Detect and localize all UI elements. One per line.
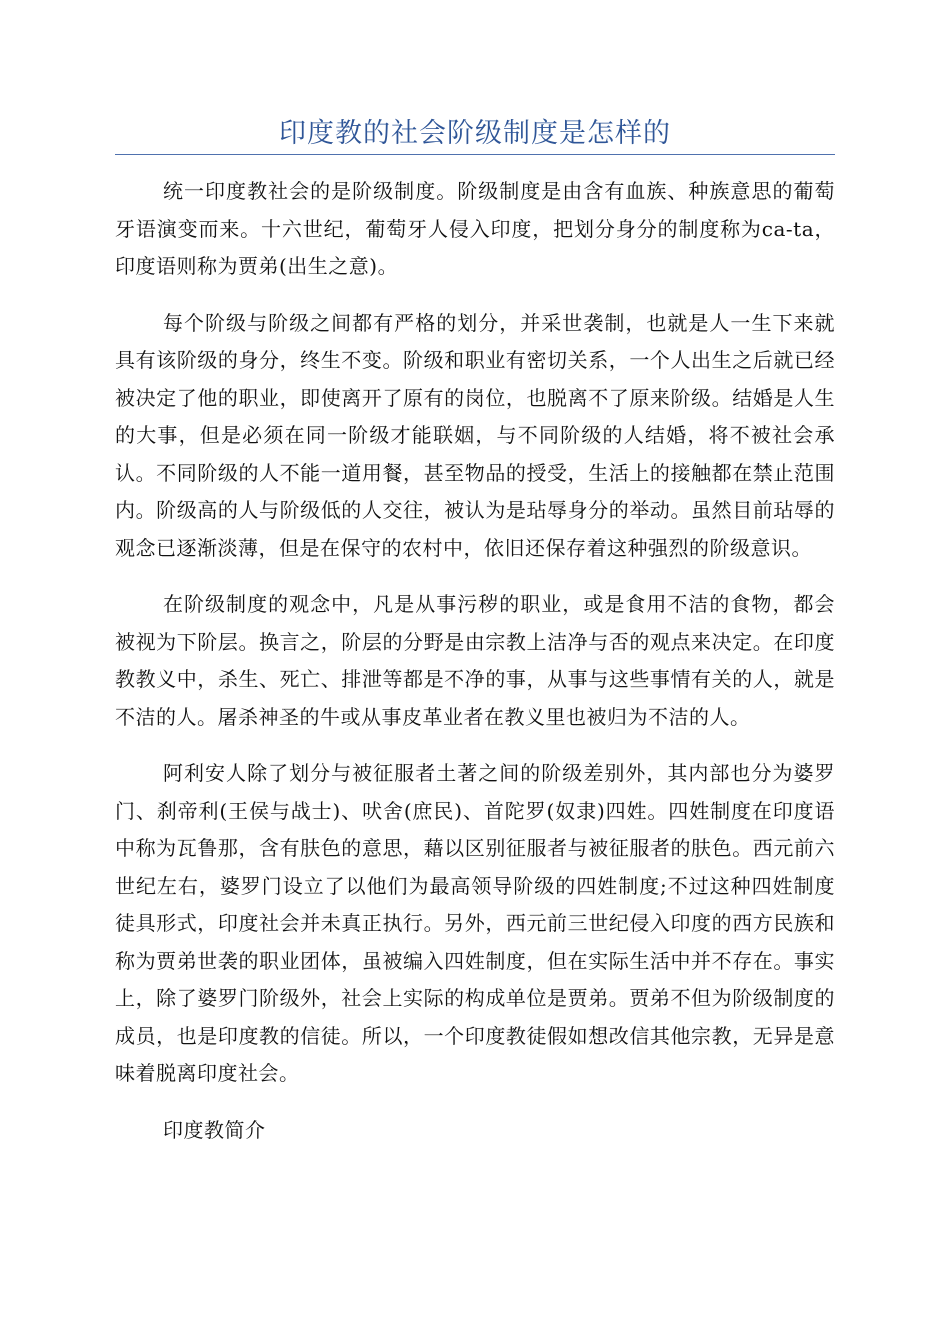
paragraph-hereditary-division: 每个阶级与阶级之间都有严格的划分，并采世袭制，也就是人一生下来就具有该阶级的身分，终生不变。阶级和职业有密切关系，一个人出生之后就已经被决定了他的职业，即使离开了原有的岗位，也脱离不了原来阶级。结婚是人生的大事，但是必须在同一阶级才能联姻，与不同阶级的人结婚，将不被社会承认。不同阶级的人不能一道用餐，甚至物品的授受，生活上的接触都在禁止范围内。阶级高的人与阶级低的人交往，被认为是玷辱身分的举动。虽然目前玷辱的观念已逐渐淡薄，但是在保守的农村中，依旧还保存着这种强烈的阶级意识。 [115,310,835,560]
paragraph-four-varnas: 阿利安人除了划分与被征服者土著之间的阶级差别外，其内部也分为婆罗门、刹帝利(王侯与战士)、吠舍(庶民)、首陀罗(奴隶)四姓。四姓制度在印度语中称为瓦鲁那，含有肤色的意思，藉以区别征服者与被征服者的肤色。西元前六世纪左右，婆罗门设立了以他们为最高领导阶级的四姓制度;不过这种四姓制度徒具形式，印度社会并未真正执行。另外，西元前三世纪侵入印度的西方民族和称为贾弟世袭的职业团体，虽被编入四姓制度，但在实际生活中并不存在。事实上，除了婆罗门阶级外，社会上实际的构成单位是贾弟。贾弟不但为阶级制度的成员，也是印度教的信徒。所以，一个印度教徒假如想改信其他宗教，无异是意味着脱离印度社会。 [115,761,835,1085]
title-underline [115,154,835,155]
paragraph-caste-origin: 统一印度教社会的是阶级制度。阶级制度是由含有血族、种族意思的葡萄牙语演变而来。十六世纪，葡萄牙人侵入印度，把划分身分的制度称为ca-ta，印度语则称为贾弟(出生之意)。 [115,179,835,278]
document-body [115,173,835,1168]
paragraph-purity-concept: 在阶级制度的观念中，凡是从事污秽的职业，或是食用不洁的食物，都会被视为下阶层。换言之，阶层的分野是由宗教上洁净与否的观点来决定。在印度教教义中，杀生、死亡、排泄等都是不净的事，从事与这些事情有关的人，就是不洁的人。屠杀神圣的牛或从事皮革业者在教义里也被归为不洁的人。 [115,592,835,729]
document-title: 印度教的社会阶级制度是怎样的 [279,118,671,149]
section-heading-hinduism-intro: 印度教简介 [163,1117,266,1142]
